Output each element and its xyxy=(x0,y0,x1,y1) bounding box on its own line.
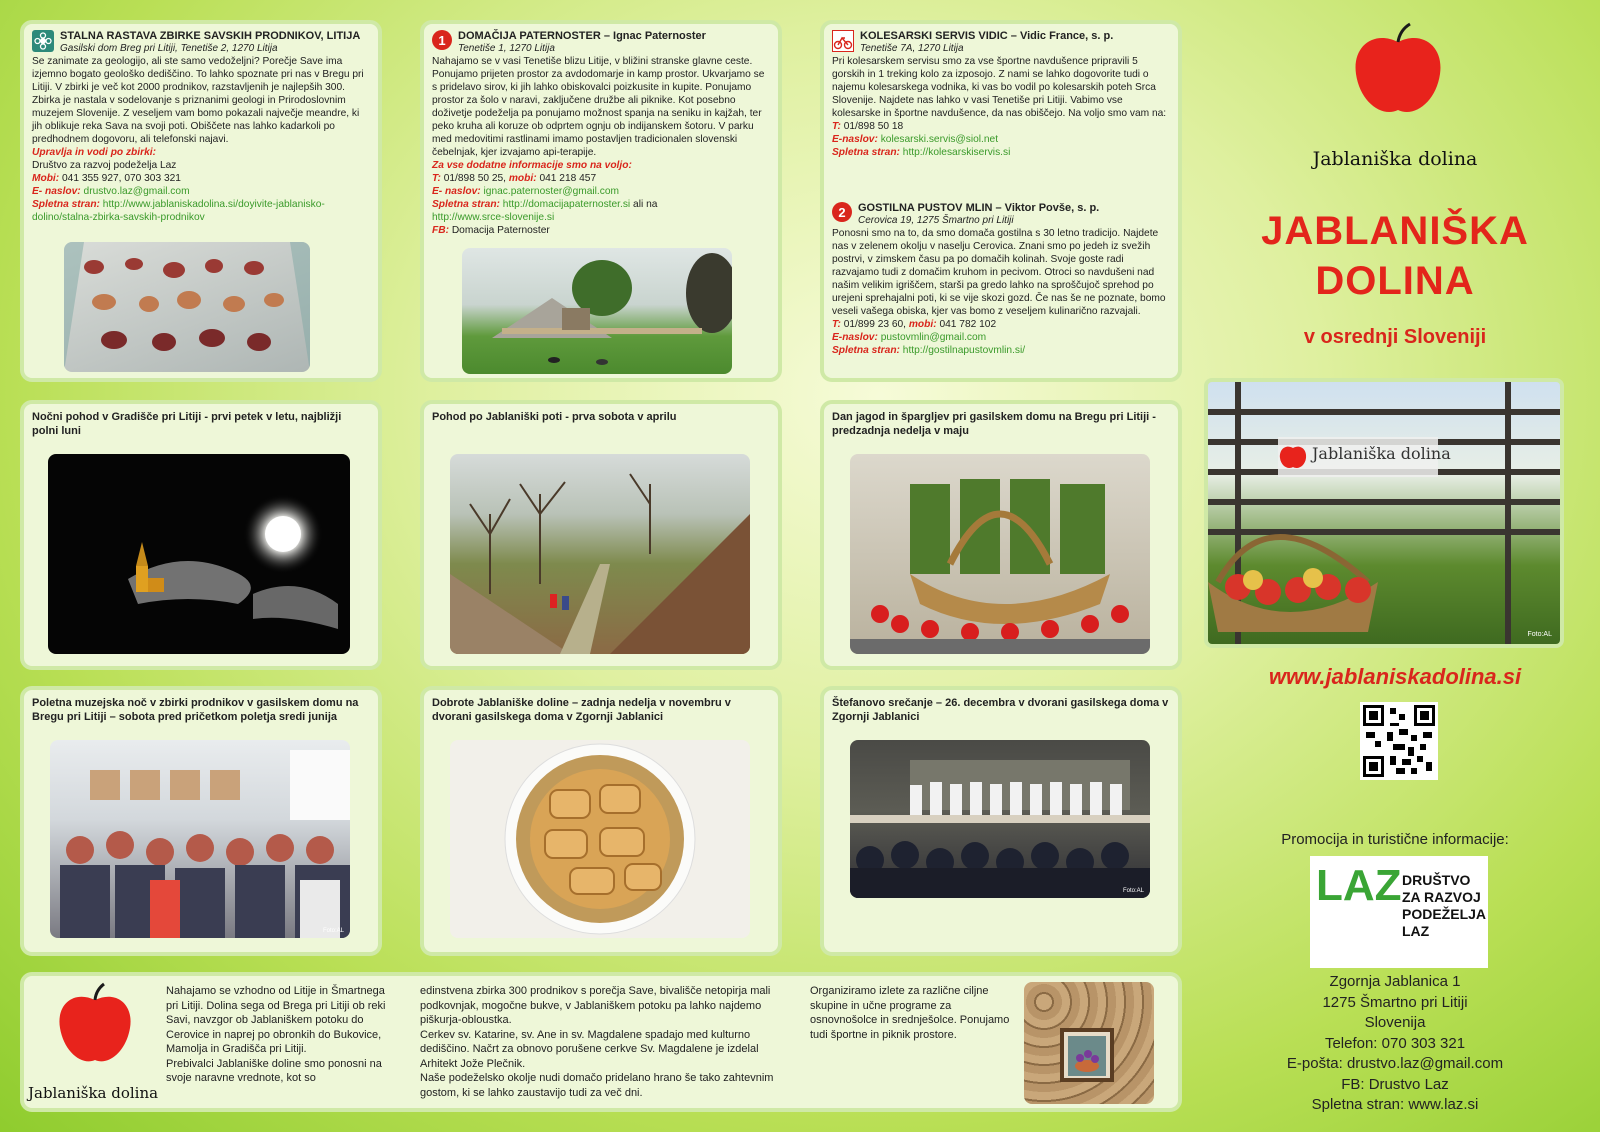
panel-address: Tenetiše 7A, 1270 Litija xyxy=(860,43,964,54)
panel-pebble-collection xyxy=(20,20,382,382)
panel-title: STALNA RASTAVA ZBIRKE SAVSKIH PRODNIKOV, LITIJA xyxy=(60,30,361,42)
web-link[interactable]: http://kolesarskiservis.si xyxy=(902,147,1011,158)
panel-title: KOLESARSKI SERVIS VIDIC – Vidic France, s. p. xyxy=(860,30,1114,42)
email-label: E-naslov: xyxy=(832,332,878,343)
contact-phone: Telefon: 070 303 321 xyxy=(1324,1034,1466,1052)
cover-subtitle: v osrednji Sloveniji xyxy=(1303,326,1487,348)
event-title: Dan jagod in špargljev pri gasilskem domu na Bregu pri Litiji - predzadnja nedelja v maju xyxy=(832,411,1156,437)
web-label: Spletna stran: xyxy=(32,199,100,210)
laz-line-2: ZA RAZVOJ xyxy=(1402,889,1481,905)
mobi-label: mobi: xyxy=(908,319,937,330)
web-label: Spletna stran: xyxy=(432,199,500,210)
photo-credit: Foto:AL xyxy=(1527,631,1552,638)
laz-line-4: LAZ xyxy=(1402,923,1430,939)
strawberry-photo xyxy=(850,454,1150,654)
contact-email[interactable]: E-pošta: drustvo.laz@gmail.com xyxy=(1286,1055,1504,1072)
mobi-label: Mobi: xyxy=(32,173,60,184)
tel-label: T: xyxy=(832,121,841,132)
qr-code[interactable] xyxy=(1360,702,1438,780)
intro-col3: Organiziramo izlete za različne ciljne skupine in učne programe za osnovnošolce in srednješolce. Ponujamo tudi športne in piknik prostore. xyxy=(810,985,1010,1041)
panel-body: Ponosni smo na to, da smo domača gostilna s 30 letno tradicijo. Najdete nas v zelenem okolju v naselju Cerovica. Znani smo po jedeh iz svežih postrvi, v zimskem času pa po domačih kolinah. Svoje goste radi razvajamo tudi z domačim kruhom in pecivom. Otroci so navdušeni nad našim velikim igriščem, starši pa gredo lahko na sproščujoč sprehod po urejeni sprehajalni poti, ki se vije skozi gozd. Če nas še ne poznate, bomo veseli vašega obiska, kjer vas bomo z veseljem kulinarično razvajali. xyxy=(832,228,1166,317)
email-link[interactable]: pustovmlin@gmail.com xyxy=(880,332,987,343)
contact-address-1: Zgornja Jablanica 1 xyxy=(1329,973,1461,990)
laz-letters: LAZ xyxy=(1316,861,1402,910)
email-link[interactable]: drustvo.laz@gmail.com xyxy=(83,186,190,197)
tel-value: 01/898 50 18 xyxy=(843,121,904,132)
event-title: Poletna muzejska noč v zbirki prodnikov v gasilskem domu na Bregu pri Litiji – sobota pred pričetkom poletja sredi junija xyxy=(32,697,359,723)
fb-label: FB: xyxy=(432,225,449,236)
web-link[interactable]: http://gostilnapustovmlin.si/ xyxy=(902,345,1026,356)
panel-address: Gasilski dom Breg pri Litiji, Tenetiše 2, 1270 Litija xyxy=(60,43,278,54)
manage-label: Upravlja in vodi po zbirki: xyxy=(32,147,156,158)
mobi-value: 041 782 102 xyxy=(939,319,997,330)
cover-brand: Jablaniška dolina xyxy=(1312,148,1478,170)
choir-photo xyxy=(850,740,1150,898)
panel-address: Cerovica 19, 1275 Šmartno pri Litiji xyxy=(858,215,1014,226)
event-title: Dobrote Jablaniške doline – zadnja nedelja v novembru v dvorani gasilskega doma v Zgornji Jablanici xyxy=(432,697,731,723)
mobi-value: 041 355 927, 070 303 321 xyxy=(62,173,181,184)
apple-icon xyxy=(54,982,136,1068)
tel-value: 01/899 23 60, xyxy=(843,319,907,330)
mobi-value: 041 218 457 xyxy=(539,173,597,184)
contact-address-2: 1275 Šmartno pri Litiji xyxy=(1322,993,1468,1011)
intro-col2a: edinstvena zbirka 300 prodnikov s porečja Save, bivališče netopirja mali podkovnjak, mogočne bukve, v Jablaniškem potoku pa lahko najdemo piškurja-obloustka. xyxy=(420,985,771,1026)
bicycle-icon xyxy=(832,30,854,52)
event-title: Nočni pohod v Gradišče pri Litiji - prvi petek v letu, najbližji polni luni xyxy=(32,411,342,437)
event-museum-night xyxy=(20,686,382,956)
photo-credit: Foto:AL xyxy=(322,928,344,934)
tel-label: T: xyxy=(432,173,441,184)
fb-value: Domacija Paternoster xyxy=(451,225,550,236)
laz-logo xyxy=(1310,856,1488,968)
pebble-photo xyxy=(64,242,310,372)
tel-label: T: xyxy=(832,319,841,330)
event-title: Pohod po Jablaniški poti - prva sobota v aprilu xyxy=(432,411,677,423)
woodpile-photo xyxy=(1024,982,1154,1104)
number-badge: 1 xyxy=(432,30,452,50)
web-or: ali na xyxy=(633,199,658,210)
email-link[interactable]: ignac.paternoster@gmail.com xyxy=(483,186,620,197)
contact-facebook[interactable]: FB: Drustvo Laz xyxy=(1341,1075,1449,1093)
cover-column xyxy=(1190,0,1600,1132)
night-photo xyxy=(48,454,350,654)
flower-icon xyxy=(32,30,54,52)
tel-value: 01/898 50 25, xyxy=(443,173,507,184)
intro-col1: Nahajamo se vzhodno od Litije in Šmartnega pri Litiji. Dolina sega od Brega pri Litiji ob reki Savi, navzgor ob Jablaniškem potoku do Cerovice in naprej po obronkih do Bukovice, Mamolja in Gradišča pri Litiji. xyxy=(166,985,386,1055)
email-link[interactable]: kolesarski.servis@siol.net xyxy=(880,134,999,145)
cover-title-1: JABLANIŠKA xyxy=(1261,209,1529,253)
info-label: Za vse dodatne informacije smo na voljo: xyxy=(432,160,632,171)
panel-paternoster xyxy=(420,20,782,382)
contact-website[interactable]: Spletna stran: www.laz.si xyxy=(1311,1096,1479,1113)
email-label: E- naslov: xyxy=(432,186,481,197)
promo-label: Promocija in turistične informacije: xyxy=(1281,831,1509,848)
intro-col1b: Prebivalci Jablaniške doline smo ponosni na svoje naravne vrednote, kot so xyxy=(166,1057,382,1084)
panel-body: Se zanimate za geologijo, ali ste samo vedoželjni? Porečje Save ima izjemno bogato geološko dediščino. To lahko spoznate pri nas v Bregu pri Litiji. V zbirki je več kot 2000 prodnikov, razstavljenih je najlepših 300. Zbirka je nastala v sodelovanje s priznanimi geologi in Prirodoslovnim muzejem Slovenije. Z veseljem vam bomo pokazali največje meandre, ki jih oblikuje reka Sava na svoji poti. Obiščete nas lahko kadarkoli po predhodnem dogovoru, ali telefonski najavi. xyxy=(32,56,364,145)
panel-title: DOMAČIJA PATERNOSTER – Ignac Paternoster xyxy=(458,30,706,42)
number-badge: 2 xyxy=(832,202,852,222)
event-jablaniska-treats xyxy=(420,686,782,956)
web-link[interactable]: http://domacijapaternoster.si xyxy=(502,199,631,210)
apple-icon xyxy=(1278,440,1308,470)
trail-photo xyxy=(450,454,750,654)
brand-name: Jablaniška dolina xyxy=(28,1084,159,1102)
event-jablaniska-trail xyxy=(420,400,782,670)
web-link-2[interactable]: http://www.srce-slovenije.si xyxy=(432,212,555,223)
event-stefanovo xyxy=(820,686,1182,956)
intro-col2b: Cerkev sv. Katarine, sv. Ane in sv. Magdalene spadajo med kulturno dediščino. Načrt za obnovo porušene cerkve Sv. Magdalene je izdelal Arhitekt Jože Plečnik. xyxy=(420,1028,759,1070)
mobi-label: mobi: xyxy=(508,173,537,184)
web-link[interactable]: http://www.jablaniskadolina.si/doyivite-jablanisko-dolino/stalna-zbirka-savskih-prodnikov xyxy=(32,199,325,223)
intro-band xyxy=(20,972,1182,1112)
org-name: Društvo za razvoj podeželja Laz xyxy=(32,160,177,171)
laz-line-1: DRUŠTVO xyxy=(1402,872,1471,888)
event-title: Štefanovo srečanje – 26. decembra v dvorani gasilskega doma v Zgornji Jablanici xyxy=(832,697,1169,723)
cover-apple-basket-photo xyxy=(1204,378,1564,648)
event-strawberry-asparagus xyxy=(820,400,1182,670)
apple-icon xyxy=(1350,20,1446,120)
garden-photo xyxy=(462,248,732,374)
event-night-hike xyxy=(20,400,382,670)
panel-pustov-mlin xyxy=(820,196,1182,382)
email-label: E- naslov: xyxy=(32,186,81,197)
banner-text: Jablaniška dolina xyxy=(1312,444,1451,463)
cover-title-2: DOLINA xyxy=(1315,259,1475,303)
museum-photo xyxy=(50,740,350,938)
email-label: E-naslov: xyxy=(832,134,878,145)
website-link[interactable]: www.jablaniskadolina.si xyxy=(1268,664,1522,689)
photo-credit: Foto:AL xyxy=(1122,888,1144,894)
web-label: Spletna stran: xyxy=(832,345,900,356)
panel-body: Nahajamo se v vasi Tenetiše blizu Litije, v bližini stranske glavne ceste. Ponujamo prijeten prostor za avdodomarje in kamp prostor. Ukvarjamo se s pridelavo sirov, ki jih lahko obiskovalci poizkusite in kupite. Ponujamo prostor za šolo v naravi, zaključene družbe ali piknike. Kot posebno doživetje podeželja pa ponujamo možnost spanja na seniku in kajžah, ter peko kruha ali koruze ob odprtem ognju ob indijanskem šotoru. V parku med medovitimi rastlinami imamo postavljen tradicionalen slovenski čebelnjak, kjer izvajamo api-terapije. xyxy=(432,56,765,158)
web-label: Spletna stran: xyxy=(832,147,900,158)
panel-title: GOSTILNA PUSTOV MLIN – Viktor Povše, s. p. xyxy=(858,202,1100,214)
panel-address: Tenetiše 1, 1270 Litija xyxy=(458,43,555,54)
intro-col2c: Naše podeželsko okolje nudi domačo pridelano hrano še tako zahtevnim gostom, ki se lahko zaustavijo tudi za več dni. xyxy=(420,1072,774,1099)
pastry-photo xyxy=(450,740,750,938)
panel-body: Pri kolesarskem servisu smo za vse športne navdušence pripravili 5 gorskih in 1 treking kolo za izposojo. Z nami se lahko dogovorite tudi o najemu kolesarskega vodnika, ki vas bo vodil po kolesarskih poteh Srca Slovenije. Najdete nas lahko v vasi Tenetiše pri Litiji. Vabimo vse kolesarske in športne navdušence, da nas obiščejo. Na voljo smo vam na: xyxy=(832,56,1167,119)
contact-country: Slovenija xyxy=(1364,1014,1426,1031)
panel-bike-service xyxy=(820,20,1182,198)
laz-line-3: PODEŽELJA xyxy=(1402,906,1487,922)
